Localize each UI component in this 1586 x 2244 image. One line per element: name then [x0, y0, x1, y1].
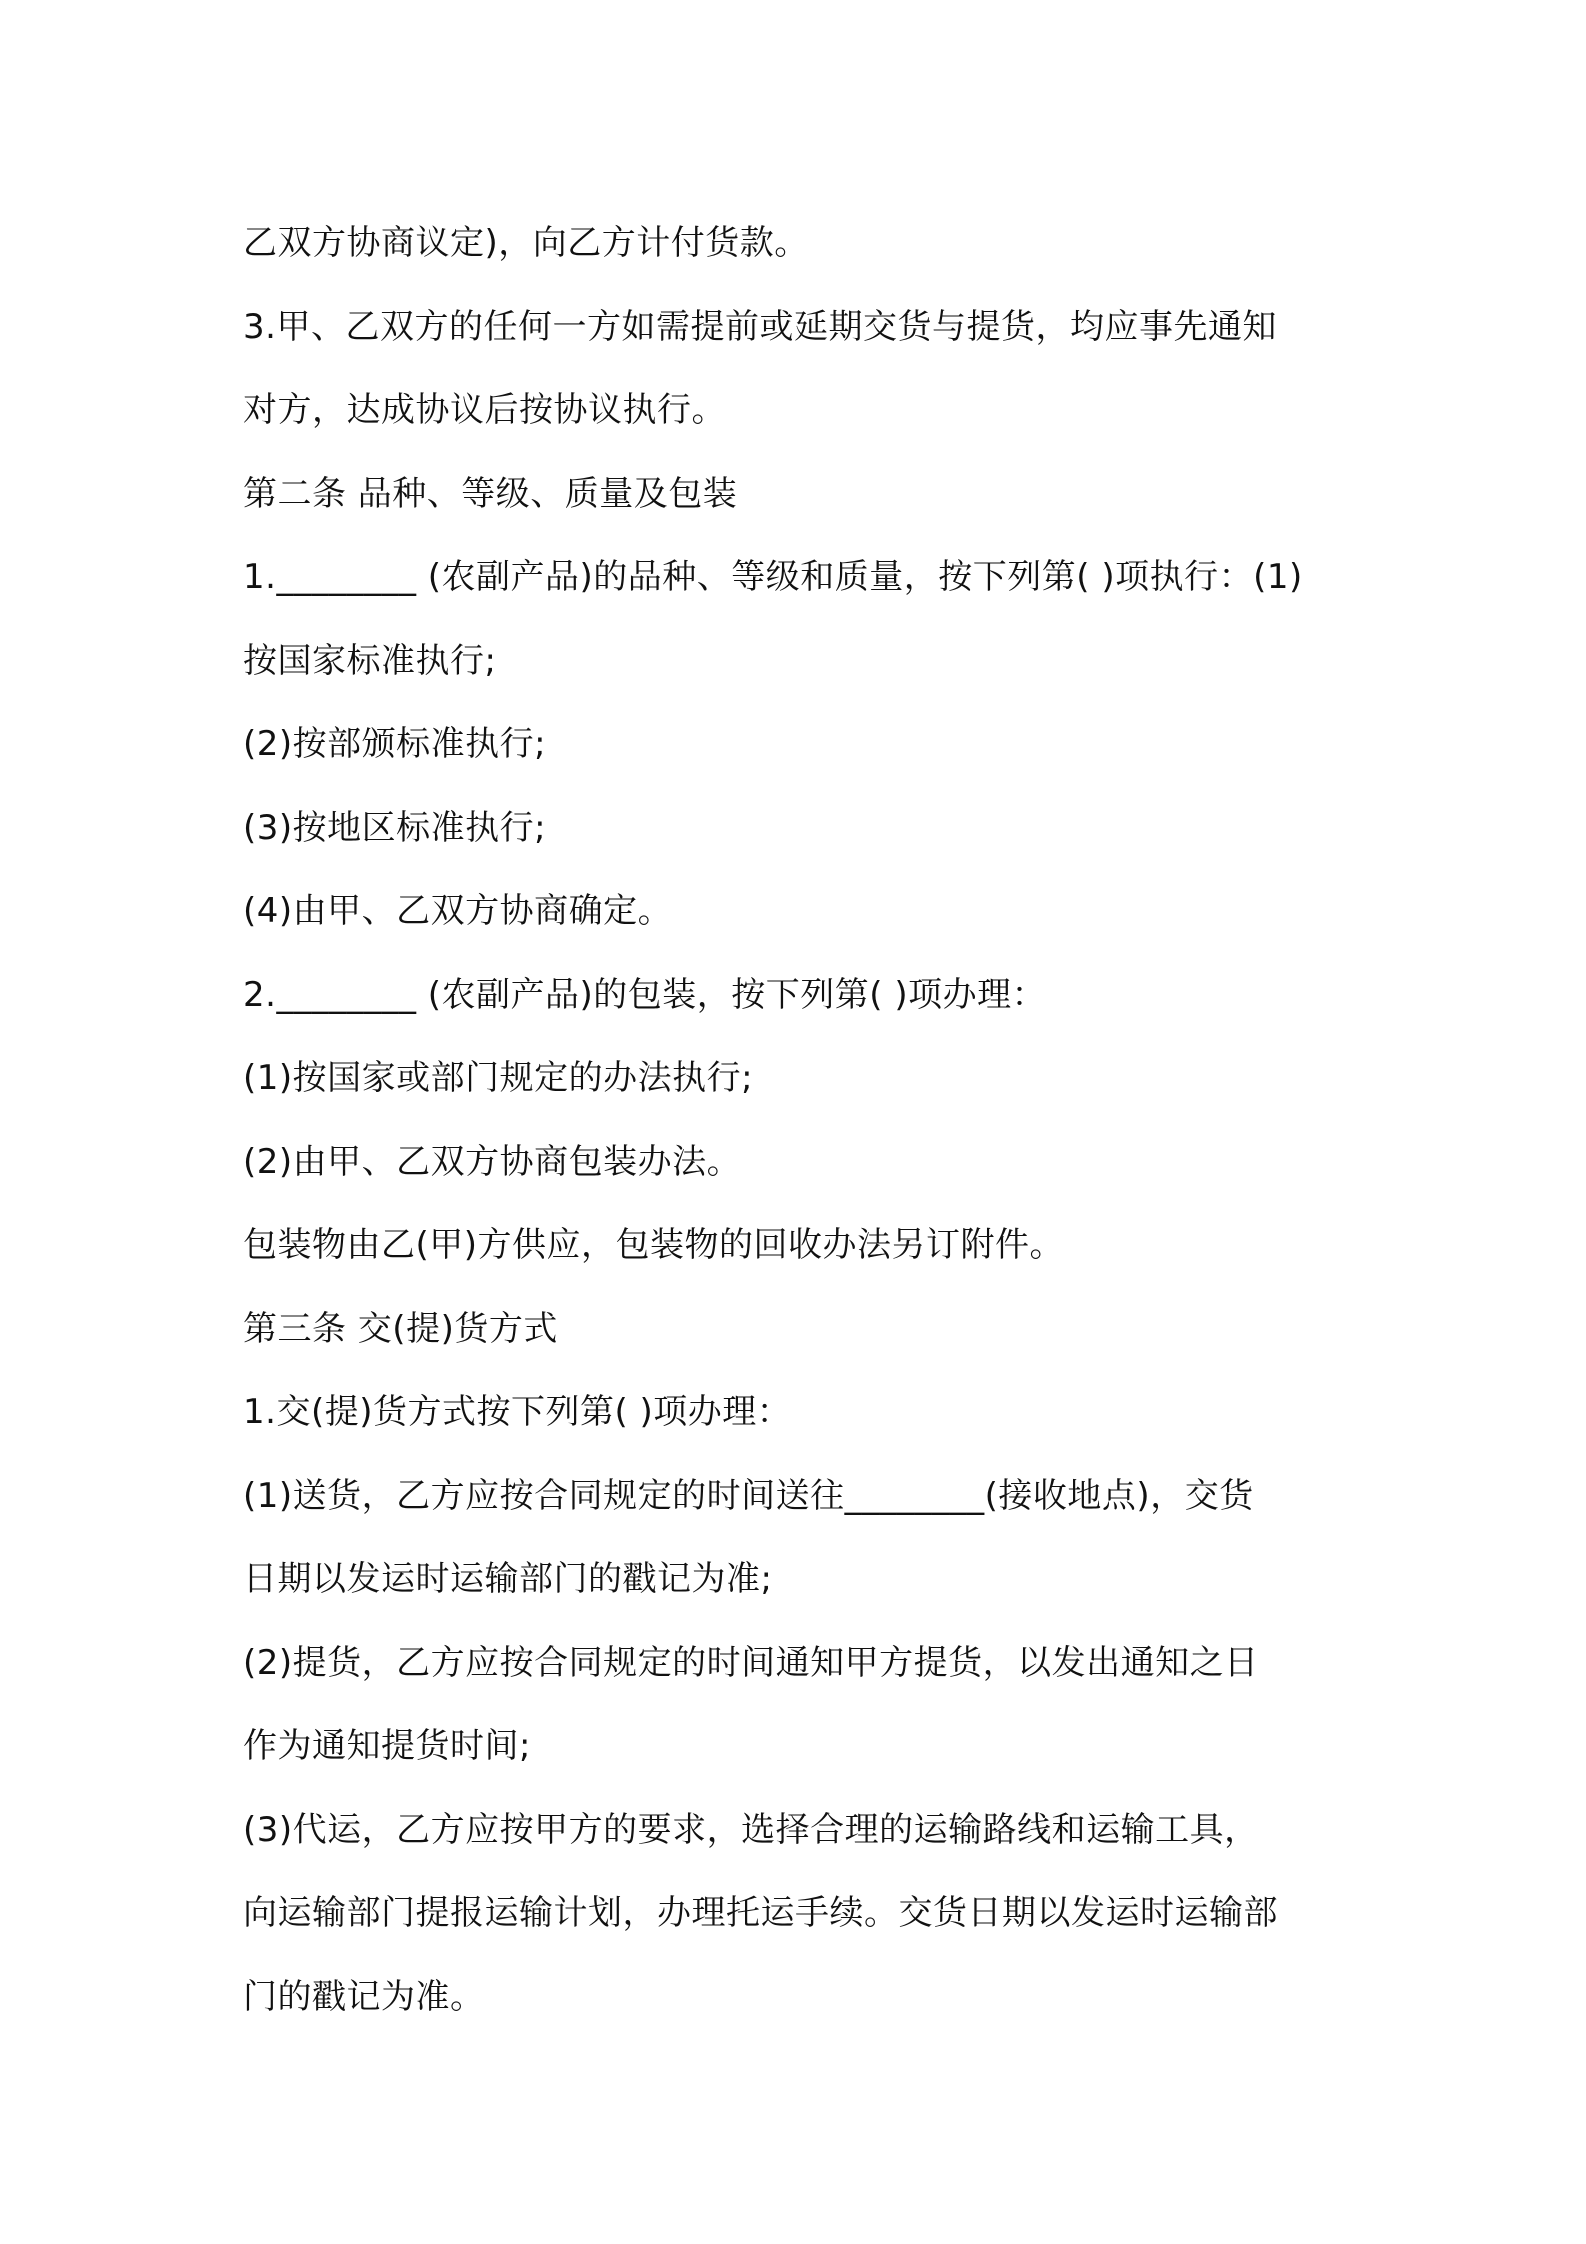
- list-item: (2)由甲、乙双方协商包装办法。: [243, 1141, 742, 1182]
- paragraph-line: 1.交(提)货方式按下列第( )项办理：: [243, 1392, 792, 1432]
- list-item: (3)按地区标准执行;: [243, 807, 547, 848]
- paragraph-line: 2.________ (农副产品)的包装，按下列第( )项办理：: [243, 974, 1047, 1015]
- section-heading: 第二条 品种、等级、质量及包装: [243, 473, 738, 514]
- paragraph-line: 作为通知提货时间;: [243, 1726, 531, 1766]
- paragraph-line: 日期以发运时运输部门的戳记为准;: [243, 1559, 773, 1599]
- paragraph-line: 3.甲、乙双方的任何一方如需提前或延期交货与提货，均应事先通知: [243, 306, 1277, 347]
- paragraph-line: 1.________ (农副产品)的品种、等级和质量，按下列第( )项执行：(1): [243, 557, 1303, 597]
- list-item: (2)提货，乙方应按合同规定的时间通知甲方提货，以发出通知之日: [243, 1642, 1259, 1683]
- document-body: [243, 202, 1353, 2039]
- paragraph-line: 门的戳记为准。: [243, 1976, 485, 2017]
- list-item: (4)由甲、乙双方协商确定。: [243, 891, 673, 931]
- list-item: (2)按部颁标准执行;: [243, 724, 547, 764]
- list-item: (1)送货，乙方应按合同规定的时间送往________(接收地点)，交货: [243, 1475, 1254, 1516]
- list-item: (3)代运，乙方应按甲方的要求，选择合理的运输路线和运输工具，: [243, 1809, 1259, 1850]
- paragraph-line: 包装物由乙(甲)方供应，包装物的回收办法另订附件。: [243, 1225, 1065, 1265]
- section-heading: 第三条 交(提)货方式: [243, 1308, 558, 1349]
- paragraph-line: 对方，达成协议后按协议执行。: [243, 390, 726, 430]
- paragraph-line: 乙双方协商议定)，向乙方计付货款。: [243, 223, 809, 263]
- list-item: (1)按国家或部门规定的办法执行;: [243, 1058, 754, 1098]
- paragraph-line: 按国家标准执行;: [243, 640, 497, 681]
- paragraph-line: 向运输部门提报运输计划，办理托运手续。交货日期以发运时运输部: [243, 1893, 1278, 1933]
